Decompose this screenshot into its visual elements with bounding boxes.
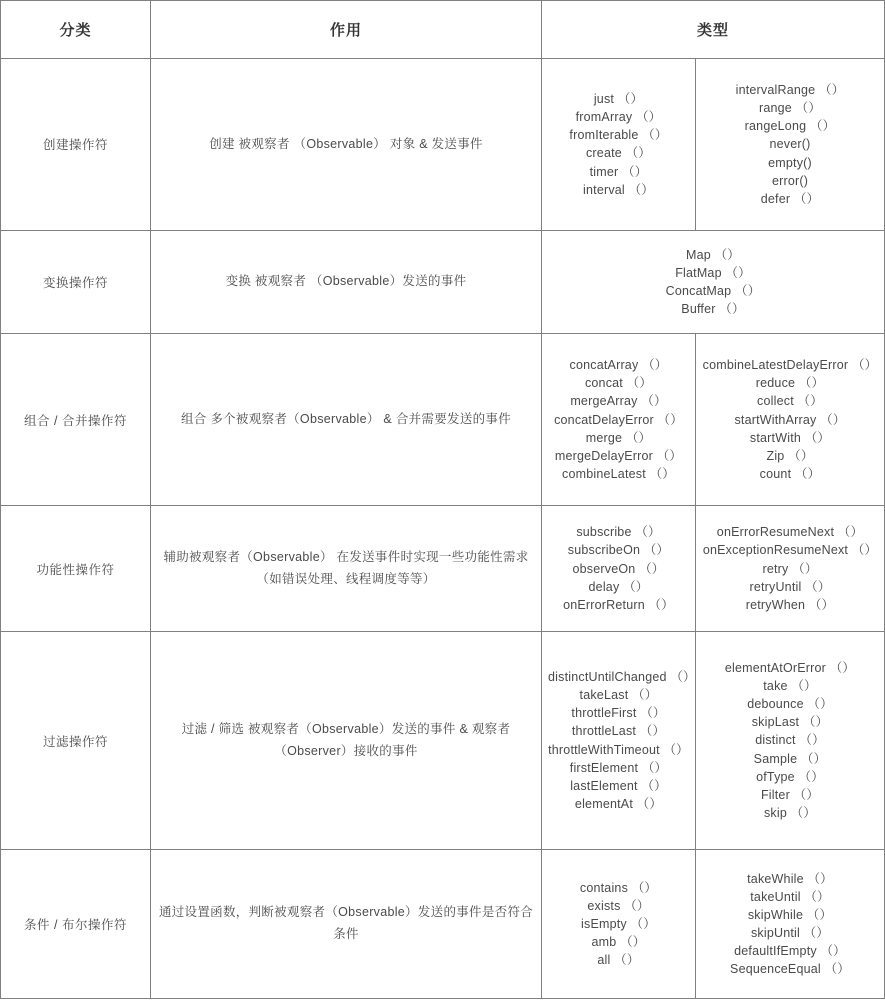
operator-item: Filter （） [760,787,820,802]
table-header-row [1,1,885,59]
operator-item: FlatMap （） [675,265,751,280]
header-cell-type: 类型 [542,1,885,59]
operator-item: empty() [768,155,812,170]
operator-item: collect （） [757,394,823,409]
operator-item: elementAt （） [574,796,663,811]
operator-item: count （） [759,466,821,481]
operator-item: combineLatest （） [562,466,675,481]
operator-item: all （） [597,953,640,968]
operator-item: onErrorResumeNext （） [716,525,864,540]
role-line: 通过设置函数，判断被观察者（Observable）发送的事件是否符合 [158,905,534,920]
operator-item: retryWhen （） [745,597,835,612]
role-cell [151,506,542,632]
ops-cell-left [542,632,696,850]
operator-item: retryUntil （） [749,579,831,594]
operator-item: skip （） [763,805,817,820]
operator-item: skipUntil （） [750,925,830,940]
category-cell: 组合 / 合并操作符 [1,334,151,506]
table-row [1,849,885,998]
operator-item: intervalRange （） [735,83,845,98]
operator-item: concatDelayError （） [554,412,683,427]
table-row [1,506,885,632]
operator-item: amb （） [591,935,646,950]
operator-item: timer （） [589,164,648,179]
category-cell: 变换操作符 [1,230,151,333]
ops-cell-right [696,849,885,998]
ops-cell-left [542,334,696,506]
operator-item: distinct （） [755,733,825,748]
operator-item: debounce （） [747,697,833,712]
category-cell: 条件 / 布尔操作符 [1,849,151,998]
role-line: 组合 多个被观察者（Observable） & 合并需要发送的事件 [180,411,512,426]
ops-cell-right [696,334,885,506]
role-line: 条件 [333,926,359,941]
operator-item: skipWhile （） [747,907,833,922]
role-line: （如错误处理、线程调度等等） [256,571,436,586]
ops-cell-left [542,506,696,632]
role-cell [151,632,542,850]
operator-item: mergeDelayError （） [554,448,683,463]
role-cell [151,849,542,998]
operator-item: delay （） [588,579,649,594]
operator-item: just （） [593,92,644,107]
operator-item: Sample （） [753,751,827,766]
operator-item: take （） [763,679,817,694]
operator-item: takeLast （） [579,688,658,703]
ops-cell-merged [542,230,885,333]
operator-item: startWith （） [749,430,831,445]
operator-item: fromArray （） [575,110,662,125]
operator-item: throttleWithTimeout （） [548,742,689,757]
category-cell: 功能性操作符 [1,506,151,632]
operator-item: fromIterable （） [569,128,668,143]
table-row [1,632,885,850]
operator-item: defer （） [760,191,820,206]
operator-item: isEmpty （） [581,916,656,931]
table-row [1,334,885,506]
operator-item: merge （） [585,430,652,445]
operator-item: concat （） [584,376,653,391]
operator-item: interval （） [583,182,654,197]
role-line: （Observer）接收的事件 [274,743,418,758]
operator-item: ofType （） [756,769,824,784]
operator-item: exists （） [587,898,650,913]
category-cell: 过滤操作符 [1,632,151,850]
role-cell [151,59,542,231]
ops-cell-left [542,849,696,998]
operator-item: SequenceEqual （） [730,962,850,977]
operator-item: Buffer （） [681,302,745,317]
operator-item: lastElement （） [570,778,667,793]
role-line: 过滤 / 筛选 被观察者（Observable）发送的事件 & 观察者 [181,721,511,736]
operator-item: contains （） [579,880,658,895]
operator-item: firstElement （） [569,760,668,775]
operator-item: onErrorReturn （） [563,597,674,612]
operator-item: mergeArray （） [570,394,667,409]
operator-item: throttleFirst （） [571,706,666,721]
role-line: 创建 被观察者 （Observable） 对象 & 发送事件 [209,136,483,151]
operator-item: takeUntil （） [750,889,830,904]
operator-item: takeWhile （） [747,871,833,886]
operator-item: subscribeOn （） [567,543,670,558]
operator-item: create （） [585,146,651,161]
header-cell-category: 分类 [1,1,151,59]
table-row [1,230,885,333]
operator-item: distinctUntilChanged （） [548,670,696,685]
role-line: 辅助被观察者（Observable） 在发送事件时实现一些功能性需求 [163,549,529,564]
operator-item: defaultIfEmpty （） [734,944,846,959]
operator-item: combineLatestDelayError （） [702,358,878,373]
operator-item: range （） [758,101,822,116]
operator-item: never() [769,137,811,152]
table-body [1,1,885,999]
table-row [1,59,885,231]
operator-item: skipLast （） [751,715,829,730]
role-cell [151,334,542,506]
operator-item: throttleLast （） [571,724,666,739]
role-cell [151,230,542,333]
role-line: 变换 被观察者 （Observable）发送的事件 [225,274,467,289]
ops-cell-right [696,632,885,850]
operator-item: Zip （） [766,448,814,463]
operator-item: ConcatMap （） [665,284,761,299]
operator-item: onExceptionResumeNext （） [702,543,878,558]
operator-item: rangeLong （） [744,119,836,134]
operator-item: error() [771,173,809,188]
ops-cell-right [696,506,885,632]
operator-item: reduce （） [755,376,825,391]
operator-item: subscribe （） [576,525,661,540]
operator-item: concatArray （） [569,358,668,373]
operator-item: startWithArray （） [734,412,846,427]
ops-cell-left [542,59,696,231]
operator-item: elementAtOrError （） [724,660,856,675]
operator-item: observeOn （） [572,561,665,576]
ops-cell-right [696,59,885,231]
category-cell: 创建操作符 [1,59,151,231]
operator-item: Map （） [686,247,740,262]
operator-item: retry （） [762,561,818,576]
header-cell-role: 作用 [151,1,542,59]
